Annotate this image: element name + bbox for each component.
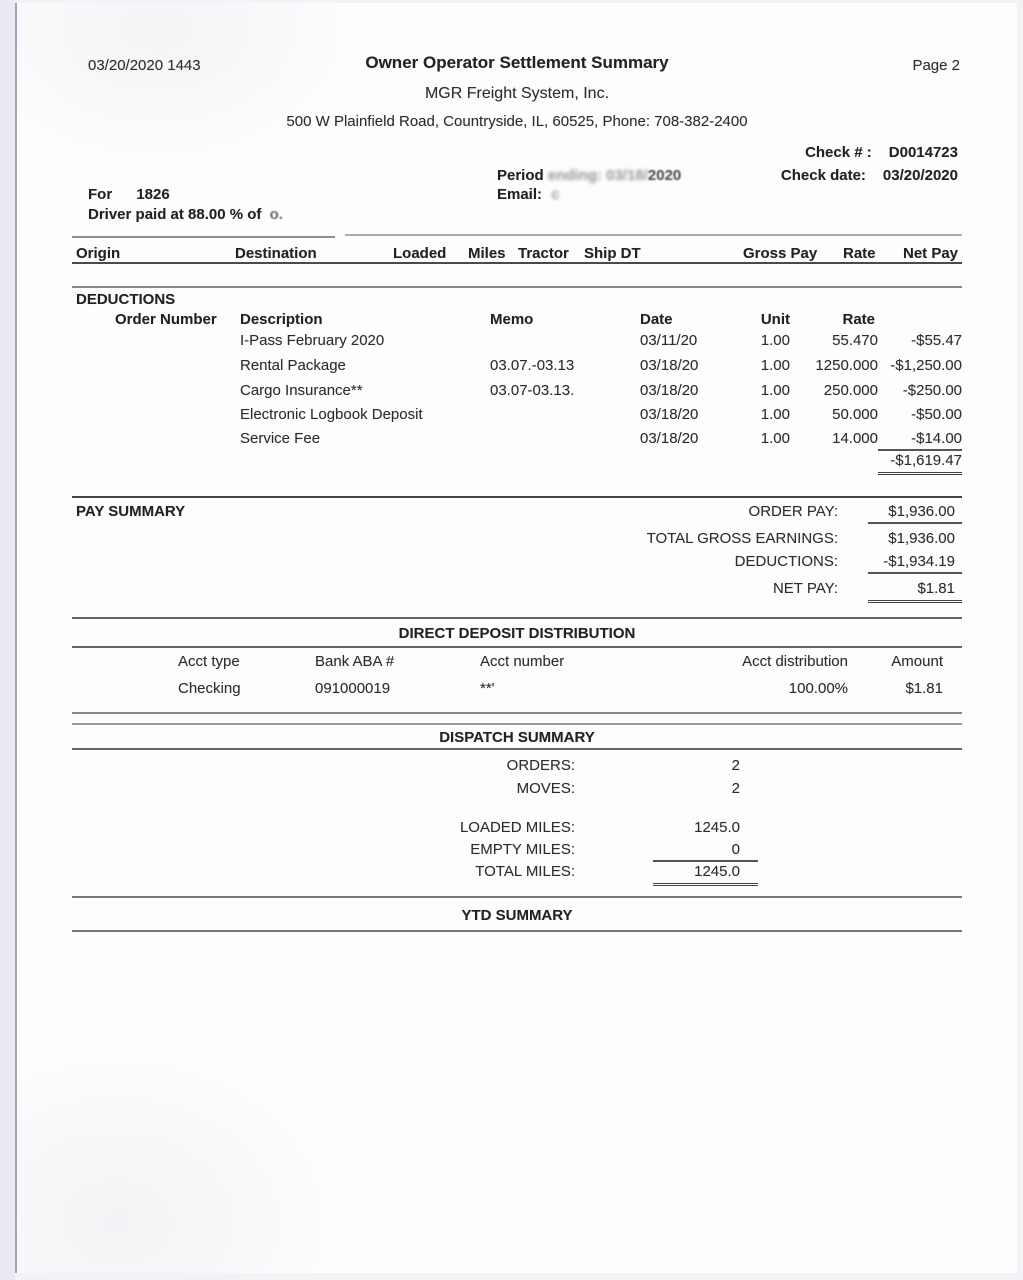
ytd-summary-title: YTD SUMMARY — [461, 907, 573, 924]
pay-summary-value: $1,936.00 — [868, 502, 962, 524]
divider — [72, 896, 962, 898]
dispatch-label: MOVES: — [516, 780, 575, 797]
deduction-row — [72, 429, 962, 449]
pay-summary-label: NET PAY: — [772, 580, 838, 597]
dispatch-value: 1245.0 — [653, 862, 758, 886]
deduction-date: 03/11/20 — [640, 332, 698, 349]
pay-summary-row — [72, 579, 962, 601]
driver-number: 1826 — [136, 186, 170, 203]
period-obscured-text: ending: 03/18/ — [547, 167, 648, 184]
pay-summary-label: TOTAL GROSS EARNINGS: — [646, 530, 838, 547]
deduction-row — [72, 331, 962, 351]
deduction-description: Rental Package — [240, 357, 346, 374]
col-rate: Rate — [842, 311, 875, 328]
net-pay-value: $1.81 — [868, 579, 962, 603]
dispatch-row — [72, 862, 962, 882]
deduction-unit: 1.00 — [760, 332, 790, 349]
deduction-row — [72, 381, 962, 401]
period-label: Period — [497, 167, 544, 184]
col-rate: Rate — [843, 245, 876, 262]
col-origin: Origin — [76, 245, 121, 262]
deduction-unit: 1.00 — [760, 382, 790, 399]
deduction-memo: 03.07-03.13. — [490, 382, 575, 399]
deduction-rate: 55.470 — [832, 332, 878, 349]
col-miles: Miles — [468, 245, 506, 262]
direct-deposit-title: DIRECT DEPOSIT DISTRIBUTION — [398, 625, 636, 642]
dispatch-row — [72, 779, 962, 799]
divider — [72, 723, 962, 725]
acct-number-value: **' — [480, 680, 495, 697]
check-date-label: Check date: — [780, 167, 866, 184]
dispatch-label: ORDERS: — [506, 757, 575, 774]
dispatch-row — [72, 756, 962, 776]
col-amount: Amount — [891, 653, 943, 670]
email-obscured-text: c — [551, 186, 560, 203]
check-number-value: D0014723 — [888, 144, 958, 161]
deduction-rate: 1250.000 — [815, 357, 878, 374]
divider — [72, 617, 962, 619]
dispatch-label: LOADED MILES: — [459, 819, 575, 836]
bank-aba-value: 091000019 — [315, 680, 391, 697]
divider — [72, 262, 962, 264]
email-label: Email: — [497, 186, 543, 203]
email-row — [497, 185, 560, 205]
divider — [72, 646, 962, 648]
orders-table-header — [72, 244, 962, 264]
deduction-amount: -$14.00 — [878, 429, 962, 451]
period-tail: 2020 — [647, 167, 682, 184]
driver-paid-obscured: o. — [269, 206, 283, 223]
dispatch-value: 0 — [653, 840, 758, 862]
document-title: Owner Operator Settlement Summary — [365, 53, 669, 72]
col-memo: Memo — [490, 311, 534, 328]
check-number-row — [805, 143, 958, 163]
company-address: 500 W Plainfield Road, Countryside, IL, 60525, Phone: 708-382-2400 — [286, 113, 748, 130]
col-acct-number: Acct number — [480, 653, 565, 670]
col-date: Date — [640, 311, 673, 328]
deduction-row — [72, 405, 962, 425]
pay-summary-label: ORDER PAY: — [748, 503, 838, 520]
divider — [72, 712, 962, 714]
col-destination: Destination — [235, 245, 317, 262]
dispatch-row — [72, 840, 962, 860]
pay-summary-title: PAY SUMMARY — [76, 503, 186, 520]
deduction-memo: 03.07.-03.13 — [490, 357, 575, 374]
deduction-date: 03/18/20 — [640, 357, 699, 374]
for-label: For — [88, 186, 113, 203]
pay-summary-value: -$1,934.19 — [868, 552, 962, 574]
deduction-amount: -$55.47 — [911, 332, 962, 349]
deduction-unit: 1.00 — [760, 357, 790, 374]
period-row — [497, 166, 681, 186]
divider — [72, 496, 962, 498]
deduction-date: 03/18/20 — [640, 430, 699, 447]
dispatch-label: TOTAL MILES: — [475, 863, 575, 880]
deduction-date: 03/18/20 — [640, 382, 699, 399]
deduction-amount: -$50.00 — [911, 406, 962, 423]
acct-distribution-value: 100.00% — [788, 680, 848, 697]
deduction-rate: 50.000 — [832, 406, 878, 423]
divider — [72, 286, 962, 288]
pay-summary-label: DEDUCTIONS: — [734, 553, 838, 570]
company-name: MGR Freight System, Inc. — [424, 85, 610, 102]
deductions-title: DEDUCTIONS — [76, 291, 176, 308]
print-datetime: 03/20/2020 1443 — [88, 57, 201, 74]
pay-summary-row — [72, 502, 962, 524]
deduction-unit: 1.00 — [760, 406, 790, 423]
divider — [72, 748, 962, 750]
dispatch-summary-title: DISPATCH SUMMARY — [439, 729, 595, 746]
dispatch-value: 1245.0 — [694, 819, 740, 836]
amount-value: $1.81 — [905, 680, 943, 697]
check-date-row — [781, 166, 958, 186]
deductions-total: -$1,619.47 — [878, 451, 962, 475]
col-tractor: Tractor — [518, 245, 569, 262]
deduction-description: Cargo Insurance** — [240, 382, 363, 399]
col-ship-dt: Ship DT — [584, 245, 641, 262]
dispatch-value: 2 — [731, 757, 740, 774]
divider — [345, 234, 962, 236]
document-content — [72, 0, 962, 1280]
col-acct-distribution: Acct distribution — [742, 653, 848, 670]
col-bank-aba: Bank ABA # — [315, 653, 395, 670]
deduction-amount: -$1,250.00 — [890, 357, 962, 374]
divider — [72, 236, 335, 238]
col-gross-pay: Gross Pay — [743, 245, 818, 262]
deduction-description: I-Pass February 2020 — [240, 332, 385, 349]
deductions-header — [72, 310, 962, 330]
driver-paid-text: Driver paid at 88.00 % of — [88, 206, 262, 223]
col-unit: Unit — [760, 311, 790, 328]
deduction-unit: 1.00 — [760, 430, 790, 447]
check-number-label: Check # : — [805, 144, 872, 161]
pay-summary-value: $1,936.00 — [888, 530, 955, 547]
driver-paid-row — [88, 205, 283, 225]
col-order-number: Order Number — [115, 311, 217, 328]
col-loaded: Loaded — [393, 245, 447, 262]
col-net-pay: Net Pay — [903, 245, 959, 262]
driver-for-row — [88, 185, 170, 205]
scan-edge-strip — [0, 0, 15, 1280]
deduction-row — [72, 356, 962, 376]
pay-summary-row — [72, 552, 962, 574]
deductions-total-row — [72, 451, 962, 473]
deduction-description: Electronic Logbook Deposit — [240, 406, 423, 423]
deduction-rate: 14.000 — [832, 430, 878, 447]
col-description: Description — [240, 311, 323, 328]
col-acct-type: Acct type — [178, 653, 240, 670]
deduction-amount: -$250.00 — [902, 382, 962, 399]
divider — [72, 930, 962, 932]
deduction-description: Service Fee — [240, 430, 321, 447]
dispatch-label: EMPTY MILES: — [470, 841, 575, 858]
pay-summary-row — [72, 529, 962, 551]
dispatch-value: 2 — [731, 780, 740, 797]
dispatch-row — [72, 818, 962, 838]
page-number: Page 2 — [912, 57, 960, 74]
acct-type-value: Checking — [178, 680, 241, 697]
direct-deposit-header — [72, 652, 962, 672]
deduction-rate: 250.000 — [823, 382, 878, 399]
direct-deposit-row — [72, 679, 962, 699]
deduction-date: 03/18/20 — [640, 406, 699, 423]
check-date-value: 03/20/2020 — [882, 167, 958, 184]
